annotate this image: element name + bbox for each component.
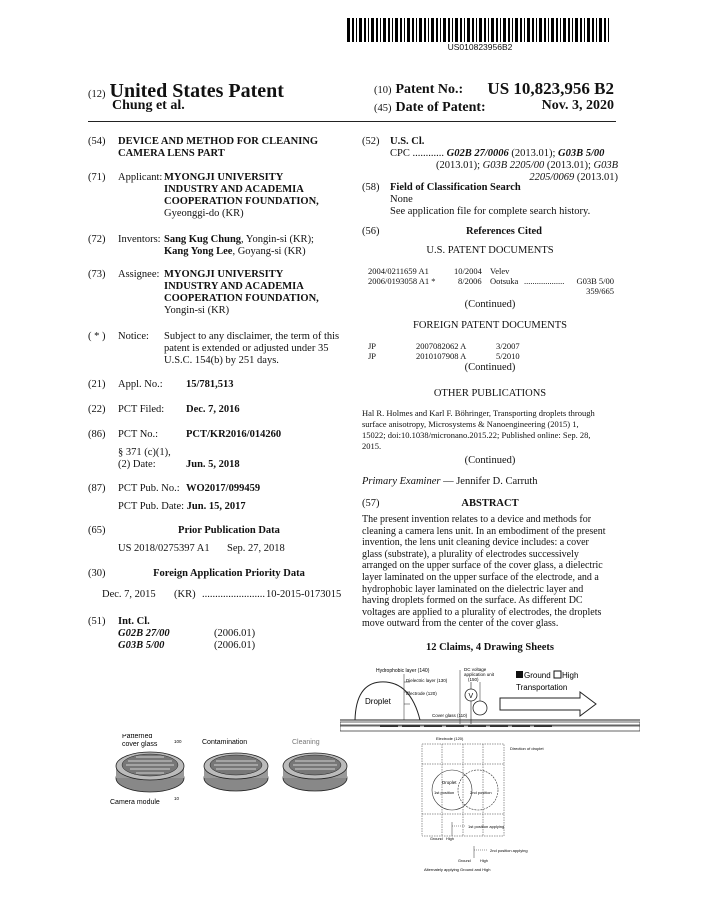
barcode-bar <box>464 18 465 42</box>
hydrophobic-label: Hydrophobic layer (140) <box>376 668 430 674</box>
assignee-line-1: MYONGJI UNIVERSITY <box>164 269 284 280</box>
barcode-bar <box>347 18 350 42</box>
barcode-bar <box>448 18 450 42</box>
barcode-bar <box>512 18 513 42</box>
droplet-label: Droplet <box>365 697 391 706</box>
applicant-line-2: INDUSTRY AND ACADEMIA <box>164 184 304 195</box>
cpc-dots: ............ <box>412 148 444 159</box>
inventors-label: Inventors: <box>118 234 161 245</box>
notice-line-1: Subject to any disclaimer, the term of this <box>164 331 340 342</box>
barcode-bar <box>548 18 549 42</box>
barcode-bar <box>488 18 489 42</box>
examiner-name: Jennifer D. Carruth <box>456 476 538 487</box>
dc-label-2: application unit <box>464 672 495 677</box>
foreign-doc-2-no: 2010107908 A <box>416 351 467 361</box>
code-22: (22) <box>88 404 106 415</box>
other-pub-line-2: surface anisotropy, Microsystems & Nanoengineering (2015) 1, <box>362 419 579 429</box>
barcode-bar <box>556 18 558 42</box>
cleaned-disk <box>283 753 347 791</box>
cleaning-label: Cleaning <box>292 739 320 746</box>
barcode-bar <box>419 18 422 42</box>
assignee-line-2: INDUSTRY AND ACADEMIA <box>164 281 304 292</box>
barcode-bar <box>572 18 573 42</box>
s371-date: Jun. 5, 2018 <box>186 459 240 470</box>
pct-pub-date-row <box>118 501 246 514</box>
inventor-1-location: , Yongin-si (KR); <box>241 234 314 245</box>
cpc-label: CPC <box>390 148 410 159</box>
barcode-bar <box>376 18 378 42</box>
electrode-label: Electrode (120) <box>406 691 437 696</box>
camera-module-label: Camera module <box>110 799 160 806</box>
code-65: (65) <box>88 525 106 536</box>
barcode-bar <box>368 18 369 42</box>
inventor-2 <box>164 246 306 259</box>
barcode-bar <box>356 18 357 42</box>
barcode-bar <box>440 18 441 42</box>
contamination-label: Contamination <box>202 739 248 746</box>
barcode-bar <box>424 18 426 42</box>
examiner-row <box>362 476 538 489</box>
abstract-line: invention, the lens unit cleaning device includes: a cover <box>362 537 589 549</box>
cpc-code-3: G03B 2205/00 <box>482 160 545 171</box>
inventor-2-location: , Goyang-si (KR) <box>232 246 306 257</box>
barcode-bar <box>452 18 453 42</box>
patent-number: US 10,823,956 B2 <box>487 79 614 98</box>
droplet-mid-label: Droplet <box>442 780 457 785</box>
abstract-line: having droplets formed on the surface. As different DC <box>362 595 583 607</box>
code-72: (72) <box>88 234 106 245</box>
ref-10: 10 <box>174 796 180 801</box>
code-21: (21) <box>88 379 106 390</box>
barcode-number: US010823956B2 <box>447 42 513 52</box>
assignee-line-3: COOPERATION FOUNDATION, <box>164 293 319 304</box>
appl-no: 15/781,513 <box>186 379 234 390</box>
direction-label: Direction of droplet <box>510 746 544 751</box>
barcode-bar <box>515 18 518 42</box>
alternating-caption: Alternately applying Ground and High <box>424 867 491 872</box>
barcode-bar <box>412 18 414 42</box>
abstract-line: move outward from the center of the cover glass. <box>362 618 559 630</box>
abstract-line: arranged on the upper surface of the cover glass, a dielectric <box>362 560 603 572</box>
dc-label-1: DC voltage <box>464 667 487 672</box>
barcode-bar <box>395 18 398 42</box>
barcode-bar <box>527 18 530 42</box>
us-doc-1-date: 10/2004 <box>454 266 482 276</box>
cpc-code-2: G03B 5/00 <box>558 148 605 159</box>
barcode-bar <box>580 18 582 42</box>
cpc-line-1 <box>390 148 604 161</box>
int-cl-code-1: G02B 27/00 <box>118 628 170 639</box>
barcode-bar <box>392 18 393 42</box>
code-73: (73) <box>88 269 106 280</box>
int-cl-code-2: G03B 5/00 <box>118 640 165 651</box>
other-pub-line-4: 2015. <box>362 441 382 451</box>
barcode-bar <box>364 18 366 42</box>
small-droplet <box>473 701 487 715</box>
barcode-bar <box>436 18 438 42</box>
second-applying-label: 2nd position applying <box>490 848 528 853</box>
foreign-docs-heading: FOREIGN PATENT DOCUMENTS <box>412 320 568 331</box>
cpc-code-4b: 2205/0069 <box>529 172 575 183</box>
barcode-bar <box>508 18 510 42</box>
barcode-bar <box>599 18 602 42</box>
us-doc-2-date: 8/2006 <box>458 276 482 286</box>
barcode-bar <box>479 18 482 42</box>
assignee-line-4: Yongin-si (KR) <box>164 305 230 316</box>
transport-arrow-icon <box>500 692 596 716</box>
foreign-doc-1-no: 2007082062 A <box>416 341 467 351</box>
barcode-bar <box>476 18 477 42</box>
ground-label-2: Ground <box>430 837 443 841</box>
cover-glass-label: Cover glass (110) <box>432 713 468 718</box>
pct-filed-label: PCT Filed: <box>118 404 165 415</box>
barcode-bar <box>563 18 566 42</box>
pct-no: PCT/KR2016/014260 <box>186 429 282 440</box>
assignee-label: Assignee: <box>118 269 160 280</box>
high-swatch <box>554 671 561 678</box>
barcode-bar <box>443 18 446 42</box>
inventor-1 <box>164 234 314 247</box>
date-label: Date of Patent: <box>395 100 486 115</box>
us-doc-2-class: G03B 5/00 <box>576 276 614 286</box>
code-71: (71) <box>88 172 106 183</box>
field-search-note: See application file for complete search history. <box>390 206 591 217</box>
code-30: (30) <box>88 568 106 579</box>
barcode-bar <box>416 18 417 42</box>
patterned-label-2: cover glass <box>122 741 158 748</box>
code-51: (51) <box>88 616 106 627</box>
cpc-line-2 <box>436 160 618 173</box>
patent-no-label: Patent No.: <box>395 82 464 97</box>
barcode-bar <box>472 18 474 42</box>
doc-type: United States Patent <box>109 80 284 102</box>
abstract-heading: ABSTRACT <box>461 498 519 509</box>
ground-swatch <box>516 671 523 678</box>
code-45: (45) <box>374 103 392 114</box>
notice-line-3: U.S.C. 154(b) by 251 days. <box>164 355 279 366</box>
priority-dots: ........................ <box>202 589 265 600</box>
barcode-bar <box>460 18 462 42</box>
cpc-year-3: (2013.01); <box>544 160 594 171</box>
title-line-2: CAMERA LENS PART <box>118 148 225 159</box>
us-docs-heading: U.S. PATENT DOCUMENTS <box>426 245 554 256</box>
transportation-label: Transportation <box>516 683 568 692</box>
appl-no-label: Appl. No.: <box>118 379 163 390</box>
applicant-line-4: Gyeonggi-do (KR) <box>164 208 244 219</box>
barcode-bar <box>371 18 374 42</box>
barcode-bar <box>431 18 434 42</box>
barcode <box>347 18 613 42</box>
header-rule <box>88 121 616 122</box>
code-10: (10) <box>374 85 392 96</box>
cpc-code-4a: G03B <box>593 160 618 171</box>
barcode-bar <box>388 18 390 42</box>
prior-pub-heading: Prior Publication Data <box>178 525 280 536</box>
dielectric-label: Dielectric layer (130) <box>406 678 448 683</box>
barcode-bar <box>400 18 402 42</box>
voltage-symbol: V <box>468 693 474 700</box>
barcode-bar <box>532 18 534 42</box>
pct-no-label: PCT No.: <box>118 429 159 440</box>
inventor-2-name: Kang Yong Lee <box>164 246 233 257</box>
cross-section-figure <box>340 664 640 734</box>
notice-line-2: patent is extended or adjusted under 35 <box>164 343 329 354</box>
barcode-bar <box>604 18 606 42</box>
barcode-bar <box>587 18 590 42</box>
first-position-label: 1st position <box>434 790 455 795</box>
int-cl-year-1: (2006.01) <box>214 628 256 639</box>
abstract-line: glass (substrate), a plurality of electrodes successively <box>362 548 579 560</box>
patent-no-row <box>374 80 614 98</box>
barcode-bar <box>467 18 470 42</box>
contaminated-disk <box>204 753 268 791</box>
claims-line: 12 Claims, 4 Drawing Sheets <box>425 642 555 653</box>
us-doc-1-no: 2004/0211659 A1 <box>368 266 429 276</box>
barcode-bar <box>575 18 578 42</box>
priority-country: (KR) <box>174 589 196 600</box>
abstract-line: cleaning a camera lens unit. In an embodiment of the present <box>362 525 606 537</box>
barcode-bar <box>404 18 405 42</box>
continued-3: (Continued) <box>464 455 516 466</box>
s371-line-1: § 371 (c)(1), <box>118 447 171 458</box>
first-applying-label: 1st position applying <box>468 824 505 829</box>
high-label-2: High <box>446 837 454 841</box>
us-doc-1-name: Velev <box>490 266 510 276</box>
barcode-bar <box>407 18 410 42</box>
high-label-3: High <box>480 859 488 863</box>
ground-label-3: Ground <box>458 859 471 863</box>
barcode-bar <box>383 18 386 42</box>
int-cl-year-2: (2006.01) <box>214 640 256 651</box>
cpc-line-3 <box>529 172 618 185</box>
code-87: (87) <box>88 483 106 494</box>
other-pub-line-1: Hal R. Holmes and Karl F. Böhringer, Transporting droplets through <box>362 408 595 418</box>
title-line-1: DEVICE AND METHOD FOR CLEANING <box>118 136 319 147</box>
code-57: (57) <box>362 498 380 509</box>
code-12: (12) <box>88 89 106 100</box>
abstract-text <box>362 514 618 630</box>
electrode-grid-figure <box>408 734 558 874</box>
inventor-short: Chung et al. <box>112 98 185 113</box>
dielectric-layer <box>340 722 640 725</box>
abstract-line: hydrophobic layer laminated on the dielectric layer and <box>362 583 584 595</box>
cpc-year-2: (2013.01); <box>435 160 483 171</box>
examiner-separator: — <box>440 476 457 487</box>
cpc-year-1: (2013.01); <box>508 148 559 159</box>
priority-number: 10-2015-0173015 <box>266 589 342 600</box>
abstract-line: The present invention relates to a device and methods for <box>362 514 592 525</box>
barcode-bar <box>536 18 537 42</box>
pct-filed-date: Dec. 7, 2016 <box>186 404 240 415</box>
cpc-year-4: (2013.01) <box>574 172 618 183</box>
barcode-bar <box>560 18 561 42</box>
inventor-1-name: Sang Kug Chung <box>164 234 242 245</box>
prior-pub-date: Sep. 27, 2018 <box>227 543 285 554</box>
dc-label-3: (150) <box>468 677 479 682</box>
patterned-label-1: Patterned <box>122 734 153 740</box>
code-58: (58) <box>362 182 380 193</box>
us-doc-2-no: 2006/0193058 A1 * <box>368 276 436 286</box>
us-cl-label: U.S. Cl. <box>390 136 425 147</box>
barcode-bar <box>551 18 554 42</box>
applicant-label: Applicant: <box>118 172 163 183</box>
barcode-bar <box>491 18 494 42</box>
barcode-bar <box>544 18 546 42</box>
patterned-disk <box>116 752 184 792</box>
s371-line-2: (2) Date: <box>118 459 156 470</box>
foreign-doc-1-date: 3/2007 <box>496 341 520 351</box>
foreign-doc-2-country: JP <box>368 351 377 361</box>
barcode-bar <box>608 18 609 42</box>
int-cl-label: Int. Cl. <box>118 616 150 627</box>
pct-pub-no-label: PCT Pub. No.: <box>118 483 180 494</box>
barcode-bar <box>539 18 542 42</box>
foreign-doc-2-date: 5/2010 <box>496 351 520 361</box>
us-doc-2-name: Ootsuka <box>490 276 519 286</box>
priority-date: Dec. 7, 2015 <box>102 589 156 600</box>
barcode-bar <box>524 18 525 42</box>
patent-date: Nov. 3, 2020 <box>541 98 614 113</box>
high-legend: High <box>562 671 579 680</box>
code-56: (56) <box>362 226 380 237</box>
continued-2: (Continued) <box>464 362 516 373</box>
barcode-bar <box>520 18 522 42</box>
ref-100: 100 <box>174 739 182 744</box>
barcode-bar <box>484 18 486 42</box>
field-search-none: None <box>390 194 413 205</box>
ground-legend: Ground <box>524 671 551 680</box>
code-54: (54) <box>88 136 106 147</box>
date-row <box>374 98 614 116</box>
pct-pub-no: WO2017/099459 <box>186 483 261 494</box>
barcode-bar <box>596 18 597 42</box>
barcode-bar <box>584 18 585 42</box>
abstract-line: layer laminated on the upper surface of the electrode, and a <box>362 571 599 583</box>
pct-pub-date-label: PCT Pub. Date: <box>118 501 185 512</box>
code-86: (86) <box>88 429 106 440</box>
us-doc-2-class-2: 359/665 <box>586 286 614 296</box>
references-heading: References Cited <box>466 226 542 237</box>
other-pubs-heading: OTHER PUBLICATIONS <box>433 388 547 399</box>
notice-label: Notice: <box>118 331 149 342</box>
code-52: (52) <box>362 136 380 147</box>
electrode-top-label: Electrode (120) <box>436 736 464 741</box>
barcode-bar <box>500 18 501 42</box>
applicant-line-1: MYONGJI UNIVERSITY <box>164 172 284 183</box>
barcode-bar <box>503 18 506 42</box>
barcode-bar <box>496 18 498 42</box>
barcode-bar <box>428 18 429 42</box>
camera-module-figure <box>110 734 350 806</box>
pct-pub-date: Jun. 15, 2017 <box>186 501 246 512</box>
barcode-bar <box>568 18 570 42</box>
foreign-priority-heading: Foreign Application Priority Data <box>153 568 305 579</box>
examiner-label: Primary Examiner <box>362 476 441 487</box>
barcode-bar <box>352 18 354 42</box>
other-pub-line-3: 15022; doi:10.1038/micronano.2015.22; Published online: Sep. 28, <box>362 430 591 440</box>
barcode-bar <box>359 18 362 42</box>
field-search-label: Field of Classification Search <box>390 182 521 193</box>
applicant-line-3: COOPERATION FOUNDATION, <box>164 196 319 207</box>
code-notice: ( * ) <box>88 331 106 342</box>
prior-pub-no: US 2018/0275397 A1 <box>118 543 210 554</box>
cpc-code-1: G02B 27/0006 <box>446 148 509 159</box>
abstract-line: voltages are applied to a plurality of electrodes, the droplets <box>362 606 602 618</box>
second-position-label: 2nd position <box>470 790 492 795</box>
foreign-doc-1-country: JP <box>368 341 377 351</box>
barcode-bar <box>592 18 594 42</box>
us-doc-2-dots: ................... <box>524 276 565 286</box>
barcode-bar <box>380 18 381 42</box>
barcode-bar <box>455 18 458 42</box>
continued-1: (Continued) <box>464 299 516 310</box>
